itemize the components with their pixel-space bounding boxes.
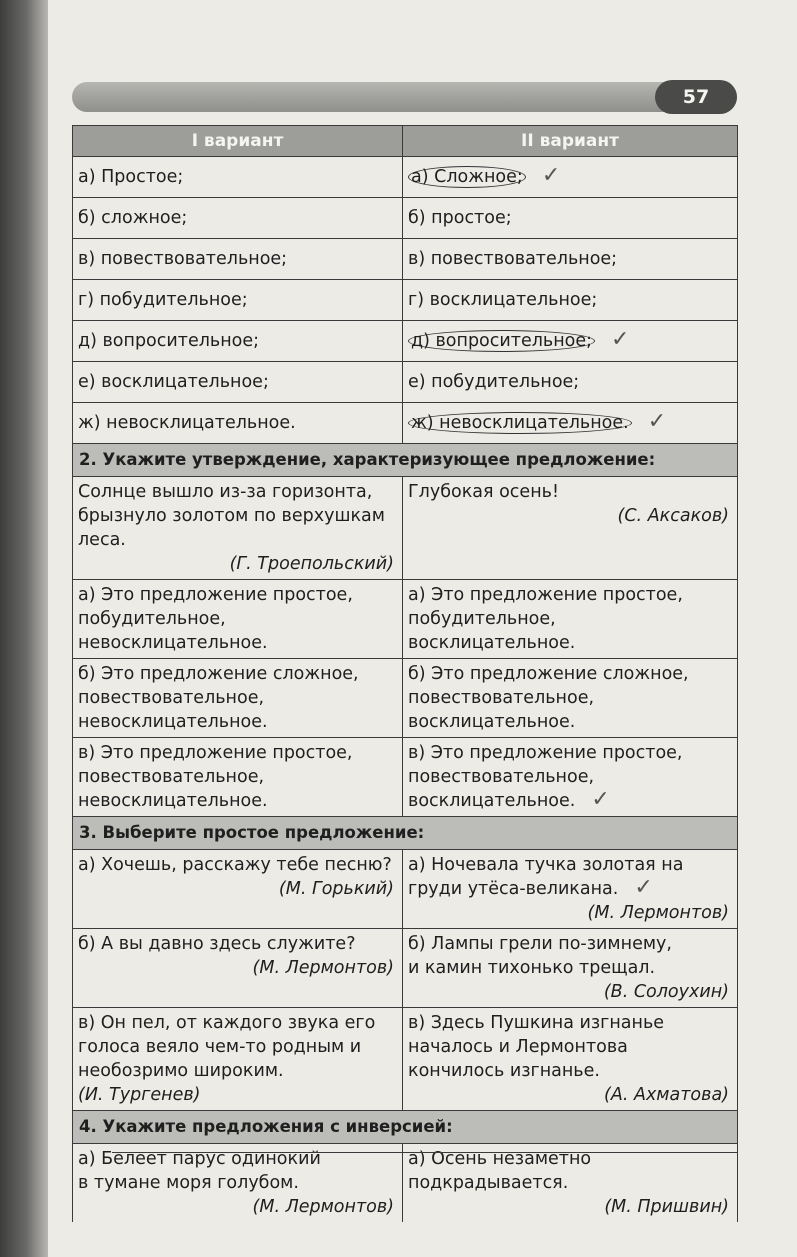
question-row	[73, 1111, 738, 1144]
question-3-text: 3. Выберите простое предложение:	[73, 817, 738, 850]
option-line: а) Осень незаметно	[408, 1149, 592, 1169]
checkmark-icon: ✓	[591, 787, 610, 812]
option-line: кончилось изгнанье.	[408, 1061, 600, 1081]
option-line: а) Это предложение простое,	[78, 585, 353, 605]
option-line: побудительное,	[78, 609, 226, 629]
author-attribution: (М. Лермонтов)	[252, 1197, 394, 1217]
table-row	[73, 659, 738, 738]
option-text: ж) невосклицательное.	[411, 413, 629, 433]
table-row	[73, 198, 738, 239]
question-4-text: 4. Укажите предложения с инверсией:	[73, 1111, 738, 1144]
option-line: в) Это предложение простое,	[78, 743, 353, 763]
option-line: а) Это предложение простое,	[408, 585, 683, 605]
table-row	[73, 403, 738, 444]
option-line: б) Это предложение сложное,	[78, 664, 359, 684]
author-attribution: (Г. Троепольский)	[229, 554, 394, 574]
checkmark-icon: ✓	[634, 875, 653, 900]
option-line: подкрадывается.	[408, 1173, 569, 1193]
author-attribution: (М. Пришвин)	[604, 1197, 729, 1217]
question-2-text: 2. Укажите утверждение, характеризующее предложение:	[73, 444, 738, 477]
option-line: повествовательное,	[78, 688, 265, 708]
option-cell	[73, 580, 403, 659]
option-cell	[403, 850, 738, 929]
column-header-variant-2: II вариант	[403, 126, 738, 157]
option-cell: е) побудительное;	[403, 362, 738, 403]
option-cell: в) повествовательное;	[73, 239, 403, 280]
table-row	[73, 1144, 738, 1223]
option-line: в) Он пел, от каждого звука его	[78, 1013, 376, 1033]
sentence-line: брызнуло золотом по верхушкам	[78, 506, 385, 526]
book-spine-shadow	[0, 0, 48, 1257]
option-line: необозримо широким.	[78, 1061, 284, 1081]
option-cell: б) простое;	[403, 198, 738, 239]
table-row	[73, 321, 738, 362]
author-attribution: (И. Тургенев)	[78, 1085, 201, 1105]
option-cell: д) вопросительное;	[73, 321, 403, 362]
table-row	[73, 580, 738, 659]
option-text: груди утёса-великана.	[408, 879, 619, 899]
option-cell	[73, 1144, 403, 1223]
author-attribution: (М. Лермонтов)	[587, 903, 729, 923]
option-cell	[73, 1008, 403, 1111]
option-text: восклицательное.	[408, 791, 576, 811]
option-cell	[403, 659, 738, 738]
option-line: повествовательное,	[408, 767, 595, 787]
option-line: и камин тихонько трещал.	[408, 958, 656, 978]
option-cell	[73, 929, 403, 1008]
sentence-cell	[73, 477, 403, 580]
table-row	[73, 1008, 738, 1111]
checkmark-icon: ✓	[611, 327, 630, 352]
checkmark-icon: ✓	[647, 409, 667, 434]
option-line: б) Лампы грели по-зимнему,	[408, 934, 672, 954]
option-line: а) Белеет парус одинокий	[78, 1149, 321, 1169]
checkmark-icon: ✓	[541, 163, 561, 188]
author-attribution: (С. Аксаков)	[617, 506, 729, 526]
answer-circle	[408, 412, 632, 434]
table-bottom-rule	[112, 1152, 737, 1153]
table-row	[73, 477, 738, 580]
option-cell	[403, 157, 738, 198]
page-header-bar	[72, 82, 737, 112]
exercise-table	[72, 125, 738, 1222]
answer-circle	[408, 330, 595, 352]
page-number: 57	[655, 80, 737, 114]
table-row	[73, 738, 738, 817]
option-line: восклицательное.	[408, 712, 576, 732]
option-cell: в) повествовательное;	[403, 239, 738, 280]
option-line: началось и Лермонтова	[408, 1037, 628, 1057]
option-cell: г) побудительное;	[73, 280, 403, 321]
option-cell	[403, 1008, 738, 1111]
option-cell	[403, 738, 738, 817]
option-line: невосклицательное.	[78, 712, 268, 732]
option-cell: б) сложное;	[73, 198, 403, 239]
option-cell	[403, 580, 738, 659]
option-line: невосклицательное.	[78, 633, 268, 653]
table-row	[73, 280, 738, 321]
table-row	[73, 362, 738, 403]
option-line: а) Хочешь, расскажу тебе песню?	[78, 855, 392, 875]
author-attribution: (М. Лермонтов)	[252, 958, 394, 978]
column-header-variant-1: I вариант	[73, 126, 403, 157]
option-cell	[403, 1144, 738, 1223]
option-cell	[403, 403, 738, 444]
option-line: восклицательное.	[408, 633, 576, 653]
sentence-cell	[403, 477, 738, 580]
sentence-line: леса.	[78, 530, 126, 550]
option-line: повествовательное,	[408, 688, 595, 708]
option-cell: а) Простое;	[73, 157, 403, 198]
option-line: б) Это предложение сложное,	[408, 664, 689, 684]
table-row	[73, 850, 738, 929]
sentence-line: Глубокая осень!	[408, 482, 559, 502]
option-line: в) Это предложение простое,	[408, 743, 683, 763]
option-cell: е) восклицательное;	[73, 362, 403, 403]
answer-circle	[408, 166, 526, 188]
option-line: а) Ночевала тучка золотая на	[408, 855, 684, 875]
table-row	[73, 157, 738, 198]
option-line: в тумане моря голубом.	[78, 1173, 299, 1193]
question-row	[73, 817, 738, 850]
option-text: а) Сложное;	[411, 167, 523, 187]
option-line	[408, 789, 731, 813]
option-line: б) А вы давно здесь служите?	[78, 934, 356, 954]
option-cell	[73, 850, 403, 929]
option-cell	[73, 738, 403, 817]
option-line: невосклицательное.	[78, 791, 268, 811]
sentence-line: Солнце вышло из-за горизонта,	[78, 482, 373, 502]
table-row	[73, 239, 738, 280]
option-line	[408, 877, 731, 901]
author-attribution: (В. Солоухин)	[603, 982, 729, 1002]
question-row	[73, 444, 738, 477]
option-cell	[403, 321, 738, 362]
author-attribution: (А. Ахматова)	[604, 1085, 729, 1105]
author-attribution: (М. Горький)	[278, 879, 394, 899]
column-header-row	[73, 126, 738, 157]
option-line: голоса веяло чем-то родным и	[78, 1037, 362, 1057]
option-cell: г) восклицательное;	[403, 280, 738, 321]
option-cell	[73, 659, 403, 738]
option-line: в) Здесь Пушкина изгнанье	[408, 1013, 665, 1033]
table-row	[73, 929, 738, 1008]
option-cell: ж) невосклицательное.	[73, 403, 403, 444]
option-cell	[403, 929, 738, 1008]
option-line: повествовательное,	[78, 767, 265, 787]
option-text: д) вопросительное;	[411, 331, 593, 351]
option-line: побудительное,	[408, 609, 556, 629]
